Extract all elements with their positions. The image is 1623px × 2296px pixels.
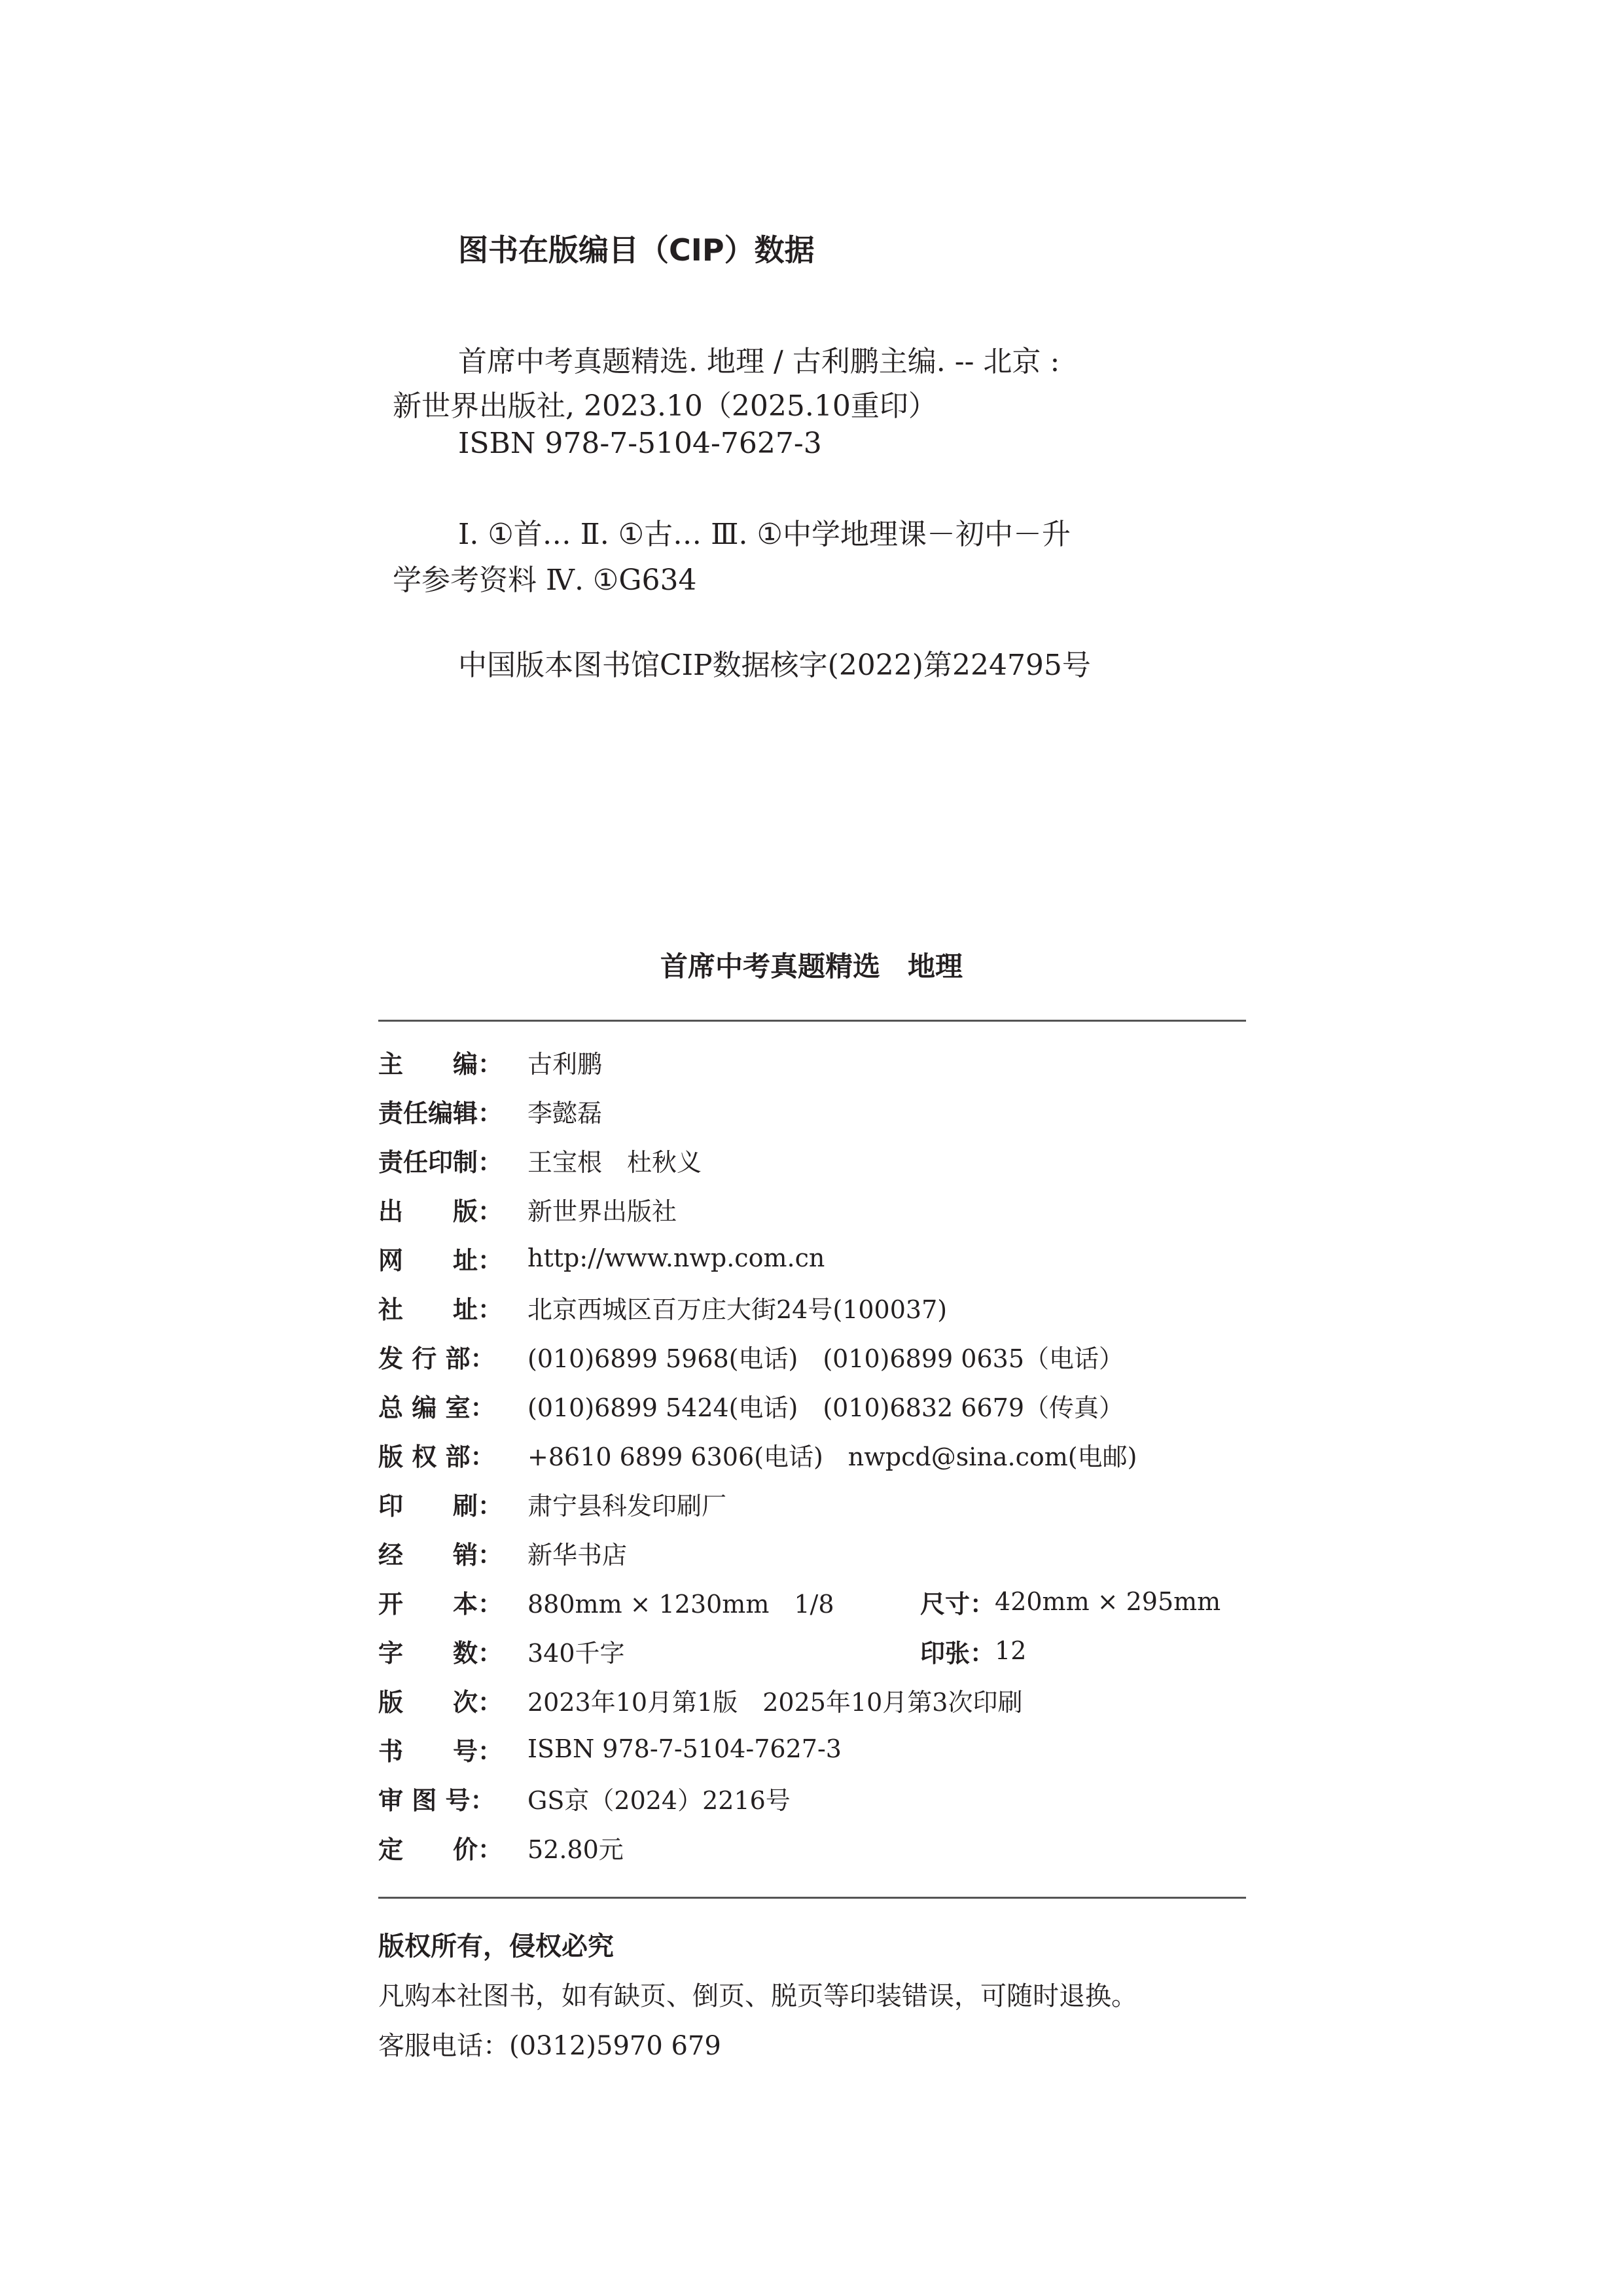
top-divider: [378, 1020, 1246, 1022]
info-row-responsible-editor: [378, 1091, 602, 1130]
info-row-responsible-printing: [378, 1140, 702, 1179]
cip-line-2: 新世界出版社, 2023.10（2025.10重印）: [393, 389, 937, 423]
info-label: 印张：: [920, 1638, 995, 1668]
info-label: 责任编辑：: [378, 1098, 503, 1128]
info-row-map-review: [378, 1778, 791, 1818]
info-label: 字 数：: [378, 1638, 503, 1668]
info-label: 主 编：: [378, 1049, 503, 1079]
info-label: 责任印制：: [378, 1147, 503, 1177]
cip-line-3: ISBN 978-7-5104-7627-3: [458, 427, 822, 460]
info-value: 2023年10月第1版 2025年10月第3次印刷: [527, 1687, 1023, 1717]
info-value: ISBN 978-7-5104-7627-3: [527, 1734, 842, 1763]
info-value: 新华书店: [527, 1540, 628, 1570]
info-value: (010)6899 5968(电话) (010)6899 0635（电话）: [527, 1344, 1124, 1373]
cip-line-4: Ⅰ. ①首… Ⅱ. ①古… Ⅲ. ①中学地理课－初中－升: [458, 518, 1071, 551]
info-value: +8610 6899 6306(电话) nwpcd@sina.com(电邮): [527, 1442, 1137, 1471]
book-title: 首席中考真题精选 地理: [660, 950, 963, 982]
info-label: 版 权 部：: [378, 1442, 495, 1471]
info-label: 总 编 室：: [378, 1393, 495, 1422]
info-label: 开 本：: [378, 1589, 503, 1619]
info-label: 网 址：: [378, 1246, 503, 1275]
info-label: 印 刷：: [378, 1491, 503, 1520]
info-row-distributor: [378, 1533, 627, 1572]
info-label: 经 销：: [378, 1540, 503, 1570]
info-row-word-count: [378, 1631, 1246, 1670]
info-row-website: [378, 1238, 825, 1278]
info-label: 定 价：: [378, 1835, 503, 1864]
info-row-publisher: [378, 1189, 677, 1229]
info-row-editor: [378, 1042, 602, 1081]
cip-heading: 图书在版编目（CIP）数据: [458, 232, 815, 268]
info-row-copyright-dept: [378, 1435, 1137, 1474]
info-value: 52.80元: [527, 1835, 624, 1864]
info-label: 审 图 号：: [378, 1785, 495, 1815]
info-label: 书 号：: [378, 1736, 503, 1766]
info-label: 发 行 部：: [378, 1344, 495, 1373]
info-value: 古利鹏: [527, 1049, 603, 1079]
info-value: (010)6899 5424(电话) (010)6832 6679（传真）: [527, 1393, 1124, 1422]
info-label: 社 址：: [378, 1295, 503, 1324]
info-row-isbn: [378, 1729, 842, 1768]
info-value: 12: [995, 1636, 1027, 1665]
cip-line-6: 中国版本图书馆CIP数据核字(2022)第224795号: [458, 649, 1091, 682]
info-row-format: [378, 1582, 1246, 1621]
info-row-edition: [378, 1680, 1022, 1719]
bottom-divider: [378, 1897, 1246, 1899]
cip-line-5: 学参考资料 Ⅳ. ①G634: [393, 564, 697, 597]
return-notice: 凡购本社图书，如有缺页、倒页、脱页等印装错误，可随时退换。: [378, 1981, 1137, 2011]
info-label: 出 版：: [378, 1196, 503, 1226]
customer-service-phone: 客服电话：(0312)5970 679: [378, 2031, 721, 2061]
info-row-editorial-office: [378, 1386, 1124, 1425]
info-value: 340千字: [527, 1638, 625, 1668]
info-row-distribution: [378, 1336, 1124, 1376]
info-value: 新世界出版社: [527, 1196, 677, 1226]
info-row-printer: [378, 1484, 726, 1523]
info-value: GS京（2024）2216号: [527, 1785, 791, 1815]
info-row-price: [378, 1827, 624, 1867]
info-value: 420mm × 295mm: [995, 1587, 1221, 1616]
info-value: 肃宁县科发印刷厂: [527, 1491, 727, 1520]
info-label: 版 次：: [378, 1687, 503, 1717]
info-value: 北京西城区百万庄大街24号(100037): [527, 1295, 948, 1324]
info-value: 880mm × 1230mm 1/8: [527, 1589, 834, 1619]
cip-line-1: 首席中考真题精选. 地理 / 古利鹏主编. -- 北京 :: [458, 345, 1060, 378]
website-link[interactable]: http://www.nwp.com.cn: [527, 1244, 825, 1272]
info-row-address: [378, 1287, 947, 1327]
info-label: 尺寸：: [920, 1589, 995, 1619]
info-value: 李懿磊: [527, 1098, 603, 1128]
info-value: 王宝根 杜秋义: [527, 1147, 702, 1177]
copyright-notice: 版权所有，侵权必究: [378, 1931, 614, 1962]
